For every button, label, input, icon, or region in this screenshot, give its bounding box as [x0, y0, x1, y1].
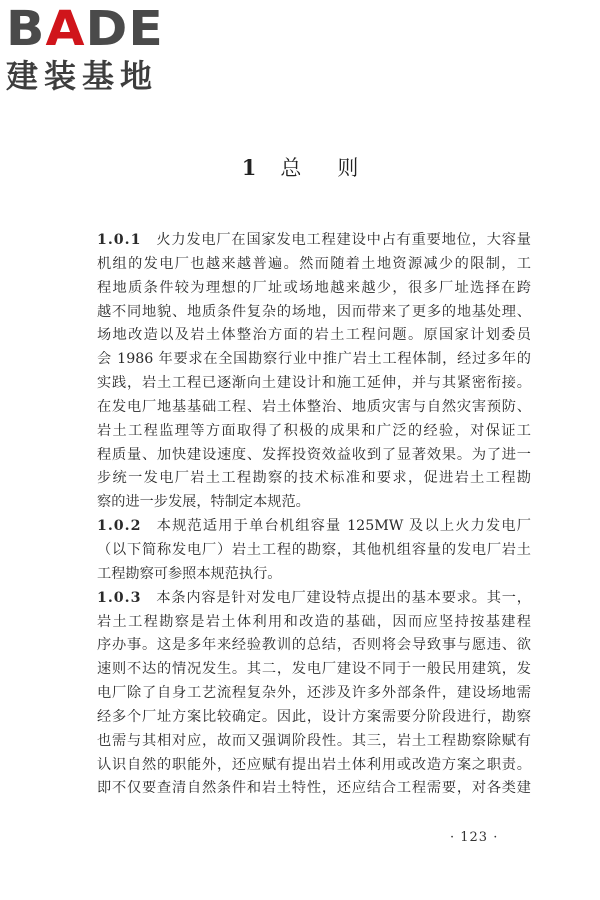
text-line: 程地质条件较为理想的厂址或场地越来越少，很多厂址选择在跨 — [97, 279, 531, 296]
text-line: 程质量、加快建设速度、发挥投资效益收到了显著效果。为了进一 — [97, 446, 531, 463]
document-body — [97, 229, 531, 801]
clause — [97, 229, 531, 515]
text-line — [97, 229, 531, 253]
clause-number: 1.0.3 — [97, 589, 142, 606]
brand-wordmark — [6, 1, 184, 57]
text-line: 步统一发电厂岩土工程勘察的技术标准和要求，促进岩土工程勘 — [97, 470, 531, 487]
clause-text: 本条内容是针对发电厂建设特点提出的基本要求。其一， — [155, 589, 531, 606]
text-line: 序办事。这是多年来经验教训的总结，否则将会导致事与愿违、欲 — [97, 637, 531, 654]
brand-letter-accent: A — [45, 1, 86, 57]
text-line: 机组的发电厂也越来越普遍。然而随着土地资源减少的限制，工 — [97, 255, 531, 272]
text-line: 岩土工程监理等方面取得了积极的成果和广泛的经验，对保证工 — [97, 422, 531, 439]
brand-logo — [6, 1, 176, 95]
chapter-title-char-1: 总 — [280, 156, 302, 180]
chapter-title — [0, 152, 600, 182]
text-line: 场地改造以及岩土体整治方面的岩土工程问题。原国家计划委员 — [97, 327, 531, 344]
text-line — [97, 587, 531, 611]
chapter-title-char-2: 则 — [337, 156, 359, 180]
text-line: 即不仅要查清自然条件和岩土特性，还应结合工程需要，对各类建 — [97, 780, 531, 797]
text-line: 电厂除了自身工艺流程复杂外，还涉及许多外部条件，建设场地需 — [97, 685, 531, 702]
text-line: 经多个厂址方案比较确定。因此，设计方案需要分阶段进行，勘察 — [97, 708, 531, 725]
text-line: 岩土工程勘察是岩土体利用和改造的基础，因而应坚持按基建程 — [97, 613, 531, 630]
brand-letters-suffix: DE — [85, 1, 164, 57]
clause-number: 1.0.1 — [97, 232, 142, 248]
text-line: 会 1986 年要求在全国勘察行业中推广岩土工程体制，经过多年的 — [97, 351, 531, 368]
clause — [97, 587, 531, 802]
clause-text: 本规范适用于单台机组容量 125MW 及以上火力发电厂 — [155, 518, 531, 535]
text-line: 工程勘察可参照本规范执行。 — [97, 565, 282, 582]
brand-letters-prefix: B — [6, 1, 46, 57]
text-line: 认识自然的职能外，还应赋有提出岩土体利用或改造方案之职责。 — [97, 756, 531, 773]
text-line: 也需与其相对应，故而又强调阶段性。其三，岩土工程勘察除赋有 — [97, 732, 531, 749]
clause-text: 火力发电厂在国家发电工程建设中占有重要地位，大容量 — [155, 232, 531, 248]
text-line — [97, 515, 531, 539]
clause-number: 1.0.2 — [97, 518, 142, 535]
text-line: 察的进一步发展，特制定本规范。 — [97, 494, 310, 511]
text-line: 实践，岩土工程已逐渐向土建设计和施工延伸，并与其紧密衔接。 — [97, 375, 531, 392]
text-line: 在发电厂地基基础工程、岩土体整治、地质灾害与自然灾害预防、 — [97, 398, 531, 415]
page-number: · 123 · — [450, 830, 499, 845]
text-line: （以下简称发电厂）岩土工程的勘察，其他机组容量的发电厂岩土 — [97, 541, 531, 558]
chapter-number: 1 — [241, 155, 257, 180]
text-line: 越不同地貌、地质条件复杂的场地，因而带来了更多的地基处理、 — [97, 303, 531, 320]
brand-subtitle: 建装基地 — [6, 57, 159, 95]
text-line: 速则不达的情况发生。其二，发电厂建设不同于一般民用建筑，发 — [97, 661, 531, 678]
clause — [97, 515, 531, 587]
